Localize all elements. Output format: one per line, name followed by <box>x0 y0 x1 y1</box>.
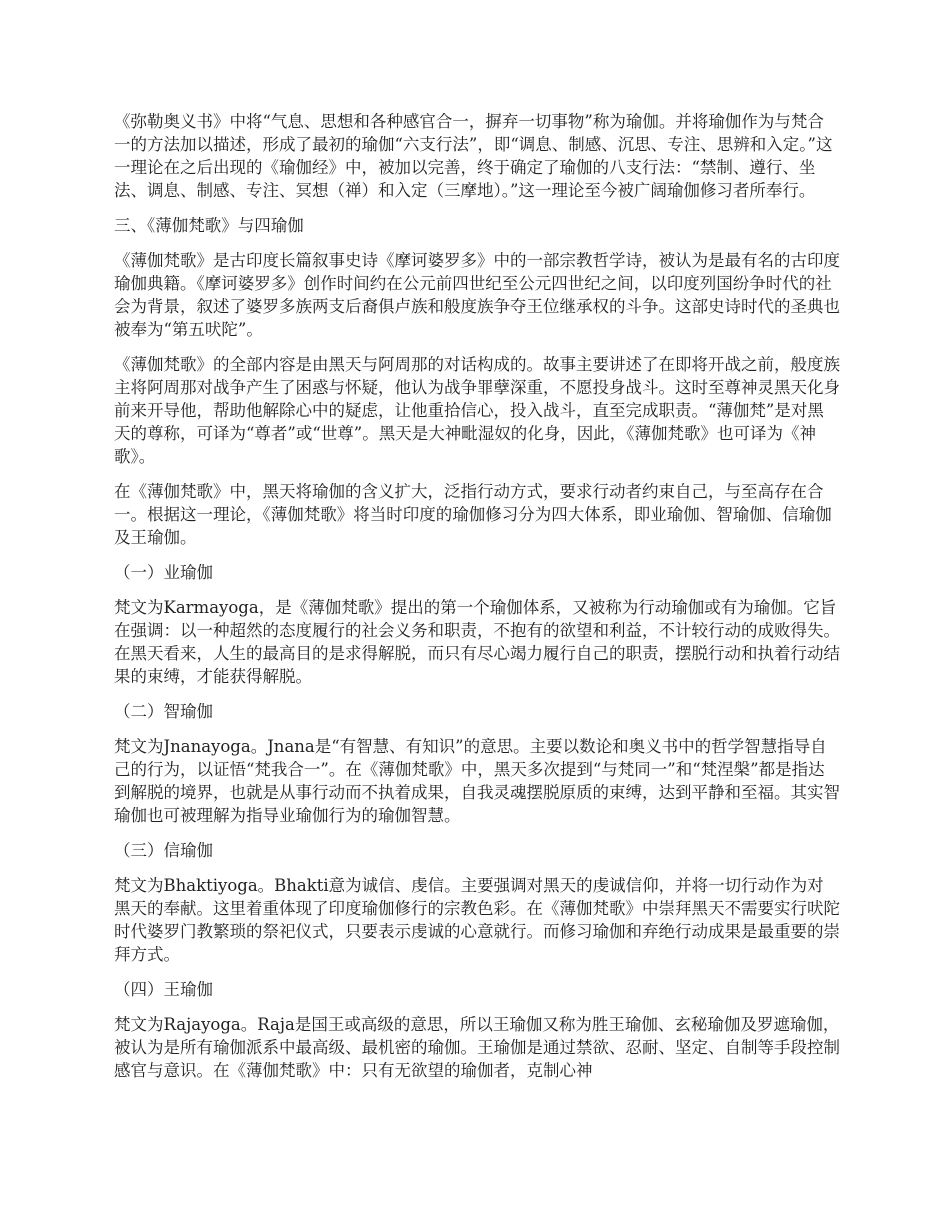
paragraph-gita-intro: 《薄伽梵歌》是古印度长篇叙事史诗《摩诃婆罗多》中的一部宗教哲学诗，被认为是最有名的古印度瑜伽典籍。《摩诃婆罗多》创作时间约在公元前四世纪至公元四世纪之间，以印度列国纷争时代的社会为背景，叙述了婆罗多族两支后裔俱卢族和般度族争夺王位继承权的斗争。这部史诗时代的圣典也被奉为“第五吠陀”。 <box>114 251 840 339</box>
paragraph-gita-content: 《薄伽梵歌》的全部内容是由黑天与阿周那的对话构成的。故事主要讲述了在即将开战之前，般度族主将阿周那对战争产生了困惑与怀疑，他认为战争罪孽深重，不愿投身战斗。这时至尊神灵黑天化身前来开导他，帮助他解除心中的疑虑，让他重拾信心，投入战斗，直至完成职责。“薄伽梵”是对黑天的尊称，可译为“尊者”或“世尊”。黑天是大神毗湿奴的化身，因此，《薄伽梵歌》也可译为《神歌》。 <box>114 355 840 466</box>
paragraph-jnana-yoga: 梵文为Jnanayoga。Jnana是“有智慧、有知识”的意思。主要以数论和奥义书中的哲学智慧指导自己的行为，以证悟“梵我合一”。在《薄伽梵歌》中，黑天多次提到“与梵同一”和“梵涅槃”都是指达到解脱的境界，也就是从事行动而不执着成果，自我灵魂摆脱原质的束缚，达到平静和至福。其实智瑜伽也可被理解为指导业瑜伽行为的瑜伽智慧。 <box>114 737 840 825</box>
section-heading-bhagavad-gita: 三、《薄伽梵歌》与四瑜伽 <box>114 216 304 235</box>
paragraph-four-yogas: 在《薄伽梵歌》中，黑天将瑜伽的含义扩大，泛指行动方式，要求行动者约束自己，与至高存在合一。根据这一理论，《薄伽梵歌》将当时印度的瑜伽修习分为四大体系，即业瑜伽、智瑜伽、信瑜伽及王瑜伽。 <box>114 482 832 547</box>
subheading-jnana-yoga: （二）智瑜伽 <box>114 702 213 721</box>
subheading-karma-yoga: （一）业瑜伽 <box>114 563 213 582</box>
paragraph-karma-yoga: 梵文为Karmayoga，是《薄伽梵歌》提出的第一个瑜伽体系，又被称为行动瑜伽或有为瑜伽。它旨在强调：以一种超然的态度履行的社会义务和职责，不抱有的欲望和利益，不计较行动的成败得失。在黑天看来，人生的最高目的是求得解脱，而只有尽心竭力履行自己的职责，摆脱行动和执着行动结果的束缚，才能获得解脱。 <box>114 598 840 686</box>
paragraph-bhakti-yoga: 梵文为Bhaktiyoga。Bhakti意为诚信、虔信。主要强调对黑天的虔诚信仰，并将一切行动作为对黑天的奉献。这里着重体现了印度瑜伽修行的宗教色彩。在《薄伽梵歌》中崇拜黑天不需要实行吠陀时代婆罗门教繁琐的祭祀仪式，只要表示虔诚的心意就行。而修习瑜伽和弃绝行动成果是最重要的崇拜方式。 <box>114 876 840 964</box>
paragraph-raja-yoga: 梵文为Rajayoga。Raja是国王或高级的意思，所以王瑜伽又称为胜王瑜伽、玄秘瑜伽及罗遮瑜伽，被认为是所有瑜伽派系中最高级、最机密的瑜伽。王瑜伽是通过禁欲、忍耐、坚定、自制等手段控制感官与意识。在《薄伽梵歌》中：只有无欲望的瑜伽者，克制心神 <box>114 1015 840 1080</box>
subheading-bhakti-yoga: （三）信瑜伽 <box>114 841 213 860</box>
paragraph-maitri-upanishad: 《弥勒奥义书》中将“气息、思想和各种感官合一，摒弃一切事物”称为瑜伽。并将瑜伽作为与梵合一的方法加以描述，形成了最初的瑜伽“六支行法”，即“调息、制感、沉思、专注、思辨和入定。”这一理论在之后出现的《瑜伽经》中，被加以完善，终于确定了瑜伽的八支行法：“禁制、遵行、坐法、调息、制感、专注、冥想（禅）和入定（三摩地）。”这一理论至今被广阔瑜伽修习者所奉行。 <box>114 112 833 200</box>
subheading-raja-yoga: （四）王瑜伽 <box>114 980 213 999</box>
